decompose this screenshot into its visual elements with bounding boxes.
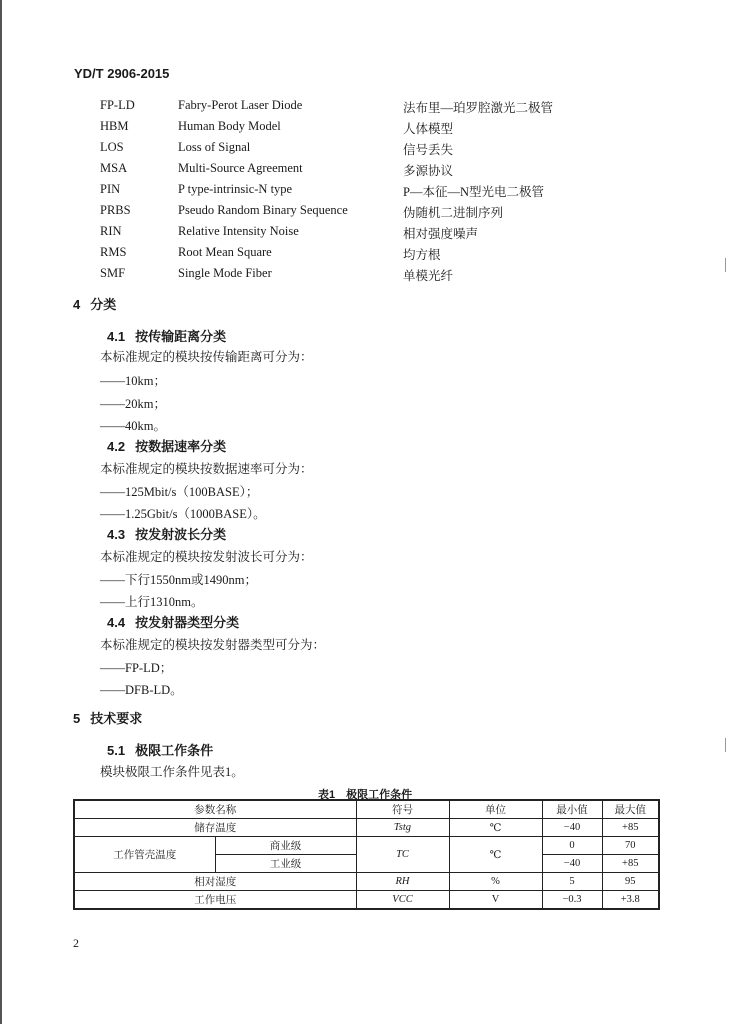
- document-id-header: YD/T 2906-2015: [74, 66, 170, 81]
- table-header-row: [74, 800, 659, 819]
- section-4-1-heading: [107, 326, 226, 345]
- list-item: ——20km；: [100, 397, 166, 411]
- section-title: 按发射器类型分类: [135, 615, 240, 630]
- symbol-cell: TC: [356, 837, 449, 873]
- unit-cell: ℃: [449, 837, 542, 873]
- max-cell: 95: [602, 873, 659, 891]
- unit-cell: V: [449, 891, 542, 910]
- header-unit: 单位: [449, 800, 542, 819]
- header-symbol: 符号: [356, 800, 449, 819]
- abbreviation: HBM: [100, 119, 129, 133]
- section-number: 4.2: [107, 439, 126, 454]
- section-5-heading: [73, 708, 142, 727]
- param-name: 储存温度: [74, 819, 356, 837]
- abbreviation: RMS: [100, 245, 127, 259]
- min-cell: −0.3: [542, 891, 602, 910]
- param-name: 工作电压: [74, 891, 356, 910]
- section-number: 5.1: [107, 743, 126, 758]
- section-4-2-heading: [107, 436, 226, 455]
- paragraph: 模块极限工作条件见表1。: [100, 765, 244, 779]
- abbreviation: PIN: [100, 182, 121, 196]
- section-4-3-heading: [107, 524, 226, 543]
- english-term: Multi-Source Agreement: [178, 161, 303, 175]
- param-name: 相对湿度: [74, 873, 356, 891]
- section-number: 4.4: [107, 615, 126, 630]
- section-number: 4: [73, 297, 81, 312]
- chinese-term: 人体模型: [403, 122, 454, 136]
- table-row: [74, 873, 659, 891]
- section-title: 按数据速率分类: [135, 439, 227, 454]
- chinese-term: 信号丢失: [403, 143, 454, 157]
- abbreviation: MSA: [100, 161, 128, 175]
- chinese-term: 多源协议: [403, 164, 454, 178]
- header-max: 最大值: [602, 800, 659, 819]
- limits-table: [73, 799, 660, 910]
- section-title: 按发射波长分类: [135, 527, 227, 542]
- section-number: 5: [73, 711, 81, 726]
- min-cell: −40: [542, 855, 602, 873]
- section-number: 4.3: [107, 527, 126, 542]
- symbol-cell: VCC: [356, 891, 449, 910]
- chinese-term: 均方根: [403, 248, 441, 262]
- chinese-term: 单模光纤: [403, 269, 454, 283]
- english-term: Fabry-Perot Laser Diode: [178, 98, 303, 112]
- chinese-term: 伪随机二进制序列: [403, 206, 504, 220]
- section-number: 4.1: [107, 329, 126, 344]
- scan-mark: [725, 738, 726, 752]
- max-cell: +85: [602, 855, 659, 873]
- grade-cell: 工业级: [215, 855, 356, 873]
- min-cell: 0: [542, 837, 602, 855]
- section-4-heading: [73, 294, 116, 313]
- english-term: Relative Intensity Noise: [178, 224, 299, 238]
- unit-cell: %: [449, 873, 542, 891]
- paragraph: 本标准规定的模块按发射器类型可分为：: [100, 638, 326, 652]
- unit-cell: ℃: [449, 819, 542, 837]
- abbreviation: PRBS: [100, 203, 131, 217]
- section-title: 极限工作条件: [135, 743, 214, 758]
- table-caption: 表1 极限工作条件: [318, 789, 413, 801]
- list-item: ——下行1550nm或1490nm；: [100, 573, 257, 587]
- min-cell: 5: [542, 873, 602, 891]
- paragraph: 本标准规定的模块按发射波长可分为：: [100, 550, 313, 564]
- section-4-4-heading: [107, 612, 239, 631]
- grade-cell: 商业级: [215, 837, 356, 855]
- abbreviation: RIN: [100, 224, 122, 238]
- section-5-1-heading: [107, 740, 213, 759]
- english-term: Loss of Signal: [178, 140, 251, 154]
- table-row: [74, 891, 659, 910]
- min-cell: −40: [542, 819, 602, 837]
- table-row: [74, 837, 659, 855]
- abbreviation: LOS: [100, 140, 124, 154]
- page-number: 2: [73, 936, 79, 950]
- list-item: ——40km。: [100, 419, 166, 433]
- english-term: Human Body Model: [178, 119, 281, 133]
- list-item: ——FP-LD；: [100, 661, 173, 675]
- list-item: ——DFB-LD。: [100, 683, 183, 697]
- table-row: [74, 819, 659, 837]
- list-item: ——上行1310nm。: [100, 595, 204, 609]
- header-param: 参数名称: [74, 800, 356, 819]
- max-cell: +85: [602, 819, 659, 837]
- header-min: 最小值: [542, 800, 602, 819]
- section-title: 按传输距离分类: [135, 329, 227, 344]
- symbol-cell: RH: [356, 873, 449, 891]
- scan-mark: [725, 258, 726, 272]
- chinese-term: 相对强度噪声: [403, 227, 479, 241]
- list-item: ——10km；: [100, 374, 166, 388]
- max-cell: 70: [602, 837, 659, 855]
- paragraph: 本标准规定的模块按数据速率可分为：: [100, 462, 313, 476]
- english-term: Single Mode Fiber: [178, 266, 272, 280]
- section-title: 分类: [90, 297, 117, 312]
- list-item: ——1.25Gbit/s（1000BASE）。: [100, 507, 266, 521]
- page-edge: [0, 0, 2, 1024]
- english-term: P type-intrinsic-N type: [178, 182, 293, 196]
- english-term: Root Mean Square: [178, 245, 272, 259]
- chinese-term: 法布里—珀罗腔激光二极管: [403, 101, 554, 115]
- param-name: 工作管壳温度: [74, 837, 215, 873]
- list-item: ——125Mbit/s（100BASE）；: [100, 485, 259, 499]
- chinese-term: P—本征—N型光电二极管: [403, 185, 544, 199]
- abbreviation: SMF: [100, 266, 126, 280]
- abbreviation: FP-LD: [100, 98, 135, 112]
- max-cell: +3.8: [602, 891, 659, 910]
- symbol-cell: Tstg: [356, 819, 449, 837]
- section-title: 技术要求: [90, 711, 143, 726]
- english-term: Pseudo Random Binary Sequence: [178, 203, 348, 217]
- paragraph: 本标准规定的模块按传输距离可分为：: [100, 350, 313, 364]
